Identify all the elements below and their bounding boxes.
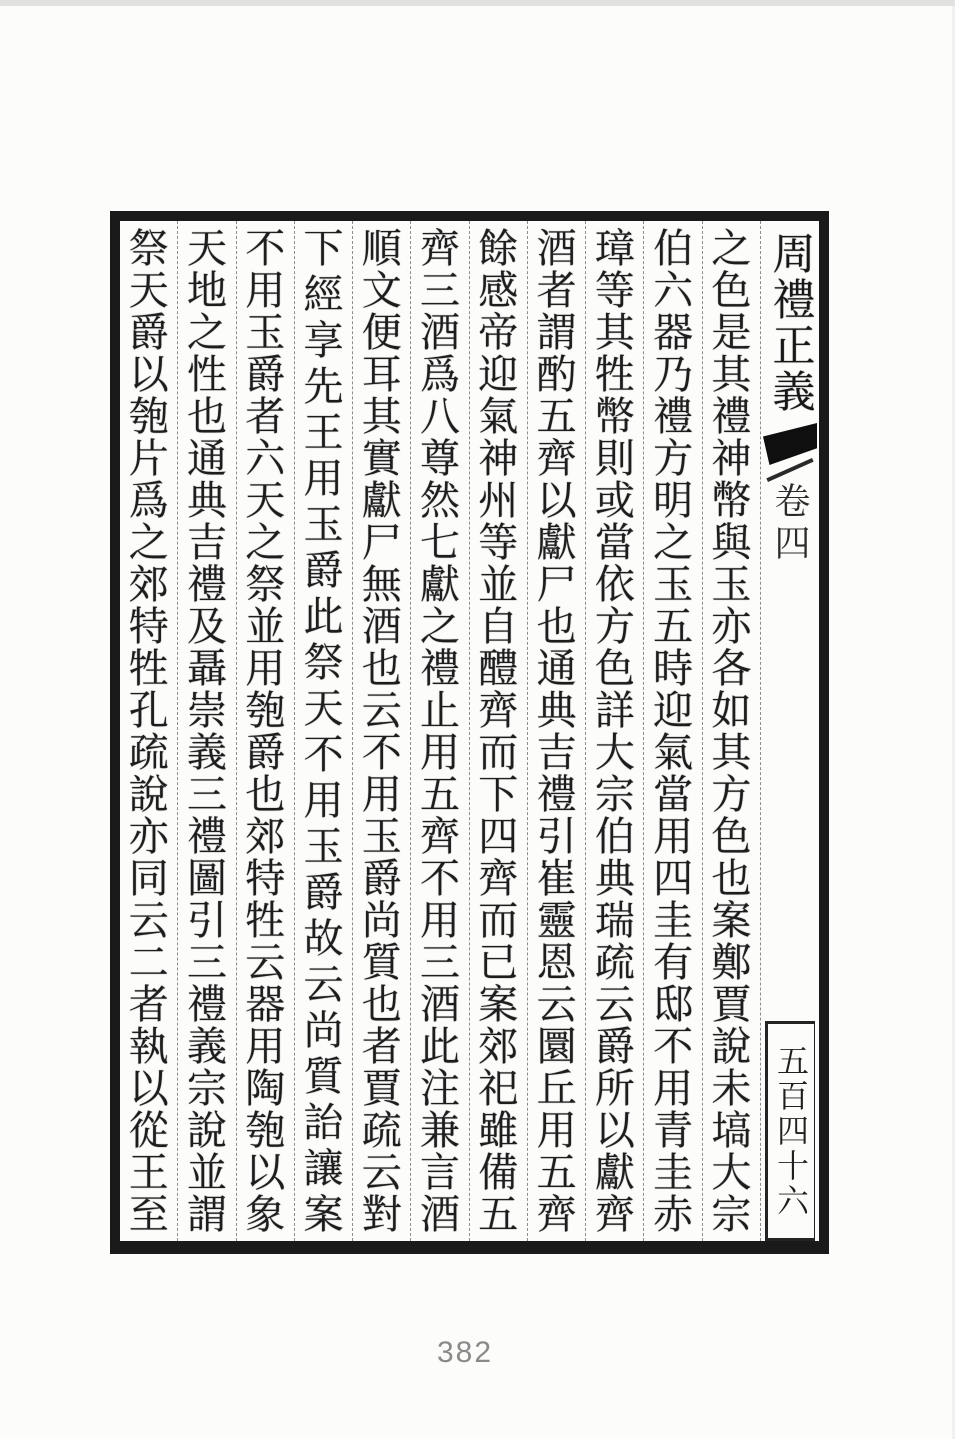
glyph: 以 xyxy=(245,1150,286,1195)
glyph: 以 xyxy=(536,478,577,523)
glyph: 當 xyxy=(653,772,694,817)
glyph: 者 xyxy=(536,268,577,313)
folio-box xyxy=(765,1021,815,1241)
glyph: 以 xyxy=(128,352,169,397)
glyph: 性 xyxy=(186,352,227,397)
glyph: 神 xyxy=(711,436,752,481)
glyph: 疏 xyxy=(128,730,169,775)
glyph: 然 xyxy=(420,478,461,523)
glyph: 禮 xyxy=(653,394,694,439)
glyph: 其 xyxy=(361,394,402,439)
glyph: 青 xyxy=(653,1108,694,1153)
glyph: 獻 xyxy=(420,562,461,607)
glyph: 是 xyxy=(711,310,752,355)
glyph: 三 xyxy=(186,940,227,985)
glyph: 鄭 xyxy=(711,940,752,985)
glyph: 之 xyxy=(420,604,461,649)
glyph: 迎 xyxy=(478,352,519,397)
glyph: 郊 xyxy=(478,1024,519,1069)
glyph: 已 xyxy=(478,940,519,985)
glyph: 以 xyxy=(128,1066,169,1111)
glyph: 經 xyxy=(303,272,344,317)
glyph: 其 xyxy=(711,352,752,397)
glyph: 順 xyxy=(361,226,402,271)
glyph: 爵 xyxy=(361,856,402,901)
glyph: 詒 xyxy=(303,1100,344,1145)
glyph: 云 xyxy=(303,962,344,1007)
glyph: 恩 xyxy=(536,940,577,985)
glyph: 六 xyxy=(245,436,286,481)
scan-edge-top xyxy=(0,0,955,6)
glyph: 爵 xyxy=(245,352,286,397)
glyph: 禮 xyxy=(186,562,227,607)
glyph: 匏 xyxy=(245,688,286,733)
glyph: 用 xyxy=(303,456,344,501)
glyph: 塙 xyxy=(711,1108,752,1153)
glyph: 特 xyxy=(245,856,286,901)
glyph: 當 xyxy=(594,520,635,565)
glyph: 齊 xyxy=(478,856,519,901)
glyph: 餘 xyxy=(478,226,519,271)
glyph: 氣 xyxy=(653,730,694,775)
glyph: 神 xyxy=(478,436,519,481)
text-column-9 xyxy=(237,221,295,1241)
glyph: 感 xyxy=(478,268,519,313)
glyph: 特 xyxy=(128,604,169,649)
glyph: 四 xyxy=(478,814,519,859)
glyph: 言 xyxy=(420,1150,461,1195)
text-column-3 xyxy=(586,221,644,1241)
glyph: 器 xyxy=(245,982,286,1027)
glyph: 醴 xyxy=(478,646,519,691)
glyph: 賈 xyxy=(711,982,752,1027)
glyph: 玉 xyxy=(653,562,694,607)
glyph: 幣 xyxy=(711,478,752,523)
glyph: 也 xyxy=(361,982,402,1027)
glyph: 祭 xyxy=(128,226,169,271)
glyph: 氣 xyxy=(478,394,519,439)
glyph: 酒 xyxy=(420,1192,461,1237)
glyph: 耳 xyxy=(361,352,402,397)
glyph: 尚 xyxy=(303,1008,344,1053)
glyph: 詳 xyxy=(594,688,635,733)
glyph: 禮 xyxy=(420,646,461,691)
glyph: 吉 xyxy=(536,730,577,775)
glyph: 三 xyxy=(186,772,227,817)
glyph: 故 xyxy=(303,916,344,961)
glyph: 尚 xyxy=(361,898,402,943)
glyph: 乃 xyxy=(653,352,694,397)
glyph: 六 xyxy=(653,268,694,313)
text-column-1 xyxy=(703,221,761,1241)
glyph: 爵 xyxy=(303,548,344,593)
glyph: 也 xyxy=(361,646,402,691)
glyph: 說 xyxy=(128,772,169,817)
glyph: 祀 xyxy=(478,1066,519,1111)
glyph: 說 xyxy=(711,1024,752,1069)
glyph: 疏 xyxy=(361,1108,402,1153)
glyph: 下 xyxy=(478,772,519,817)
glyph: 下 xyxy=(303,226,344,271)
glyph: 案 xyxy=(303,1192,344,1237)
glyph: 備 xyxy=(478,1150,519,1195)
glyph: 天 xyxy=(303,686,344,731)
glyph: 並 xyxy=(478,562,519,607)
glyph: 如 xyxy=(711,688,752,733)
glyph: 也 xyxy=(711,856,752,901)
glyph: 用 xyxy=(536,1108,577,1153)
glyph: 通 xyxy=(186,436,227,481)
glyph: 玉 xyxy=(711,562,752,607)
glyph: 自 xyxy=(478,604,519,649)
glyph: 此 xyxy=(303,594,344,639)
glyph: 宗 xyxy=(711,1192,752,1237)
glyph: 案 xyxy=(711,898,752,943)
glyph: 以 xyxy=(594,1108,635,1153)
glyph: 也 xyxy=(245,772,286,817)
glyph: 其 xyxy=(711,730,752,775)
glyph: 用 xyxy=(245,646,286,691)
glyph: 酒 xyxy=(420,310,461,355)
glyph: 案 xyxy=(478,982,519,1027)
glyph: 靈 xyxy=(536,898,577,943)
glyph: 之 xyxy=(186,310,227,355)
glyph: 者 xyxy=(128,982,169,1027)
text-column-5 xyxy=(470,221,528,1241)
text-column-6 xyxy=(411,221,469,1241)
glyph: 五 xyxy=(536,1150,577,1195)
glyph: 用 xyxy=(245,1024,286,1069)
glyph: 者 xyxy=(361,1024,402,1069)
glyph: 爲 xyxy=(420,352,461,397)
glyph: 邸 xyxy=(653,982,694,1027)
glyph: 之 xyxy=(711,226,752,271)
glyph: 崇 xyxy=(186,688,227,733)
book-title: 周禮正義 xyxy=(766,231,814,415)
glyph: 禮 xyxy=(186,982,227,1027)
glyph: 義 xyxy=(186,730,227,775)
glyph: 禮 xyxy=(186,814,227,859)
glyph: 伯 xyxy=(594,814,635,859)
glyph: 王 xyxy=(303,410,344,455)
glyph: 對 xyxy=(361,1192,402,1237)
glyph: 帝 xyxy=(478,310,519,355)
glyph: 牲 xyxy=(128,646,169,691)
glyph: 謂 xyxy=(186,1192,227,1237)
text-column-10 xyxy=(178,221,236,1241)
glyph: 牲 xyxy=(245,898,286,943)
glyph: 匏 xyxy=(128,394,169,439)
glyph: 五 xyxy=(420,772,461,817)
glyph: 齊 xyxy=(420,226,461,271)
text-column-8 xyxy=(295,221,353,1241)
glyph: 四 xyxy=(653,856,694,901)
glyph: 玉 xyxy=(303,824,344,869)
glyph: 孔 xyxy=(128,688,169,733)
glyph: 云 xyxy=(361,1150,402,1195)
text-column-2 xyxy=(644,221,702,1241)
glyph: 尸 xyxy=(536,562,577,607)
text-column-4 xyxy=(528,221,586,1241)
glyph: 尸 xyxy=(361,520,402,565)
glyph: 匏 xyxy=(245,1108,286,1153)
glyph: 而 xyxy=(478,730,519,775)
glyph: 讓 xyxy=(303,1146,344,1191)
glyph: 用 xyxy=(361,772,402,817)
glyph: 酒 xyxy=(420,982,461,1027)
glyph: 注 xyxy=(420,1066,461,1111)
glyph: 之 xyxy=(245,520,286,565)
glyph: 方 xyxy=(594,604,635,649)
glyph: 兼 xyxy=(420,1108,461,1153)
glyph: 七 xyxy=(420,520,461,565)
glyph: 器 xyxy=(653,310,694,355)
glyph: 雖 xyxy=(478,1108,519,1153)
glyph: 色 xyxy=(711,268,752,313)
glyph: 五 xyxy=(653,604,694,649)
glyph: 止 xyxy=(420,688,461,733)
glyph: 及 xyxy=(186,604,227,649)
glyph: 云 xyxy=(536,982,577,1027)
glyph: 宗 xyxy=(594,772,635,817)
glyph: 瑞 xyxy=(594,898,635,943)
glyph: 用 xyxy=(420,898,461,943)
glyph: 不 xyxy=(653,1024,694,1069)
glyph: 同 xyxy=(128,856,169,901)
glyph: 典 xyxy=(594,856,635,901)
volume-label: 卷四 xyxy=(770,482,810,566)
glyph: 大 xyxy=(711,1150,752,1195)
glyph: 齊 xyxy=(536,1192,577,1237)
glyph: 三 xyxy=(420,940,461,985)
glyph: 疏 xyxy=(594,940,635,985)
glyph: 郊 xyxy=(128,562,169,607)
glyph: 牲 xyxy=(594,352,635,397)
glyph: 不 xyxy=(303,732,344,777)
glyph: 爵 xyxy=(303,870,344,915)
glyph: 丘 xyxy=(536,1066,577,1111)
glyph: 亦 xyxy=(711,604,752,649)
glyph: 酒 xyxy=(536,226,577,271)
glyph: 五 xyxy=(536,394,577,439)
glyph: 幣 xyxy=(594,394,635,439)
glyph: 爵 xyxy=(245,730,286,775)
glyph: 爵 xyxy=(128,310,169,355)
glyph: 其 xyxy=(594,310,635,355)
glyph: 不 xyxy=(420,856,461,901)
glyph: 大 xyxy=(594,730,635,775)
glyph: 二 xyxy=(128,940,169,985)
glyph: 祭 xyxy=(303,640,344,685)
glyph: 引 xyxy=(536,814,577,859)
glyph: 色 xyxy=(594,646,635,691)
glyph: 先 xyxy=(303,364,344,409)
glyph: 謂 xyxy=(536,310,577,355)
glyph: 等 xyxy=(478,520,519,565)
glyph: 典 xyxy=(186,478,227,523)
glyph: 此 xyxy=(420,1024,461,1069)
glyph: 獻 xyxy=(536,520,577,565)
page-number: 382 xyxy=(437,1336,494,1369)
glyph: 圭 xyxy=(653,1150,694,1195)
glyph: 象 xyxy=(245,1192,286,1237)
text-column-7 xyxy=(353,221,411,1241)
glyph: 亦 xyxy=(128,814,169,859)
glyph: 有 xyxy=(653,940,694,985)
glyph: 典 xyxy=(536,688,577,733)
glyph: 依 xyxy=(594,562,635,607)
glyph: 各 xyxy=(711,646,752,691)
glyph: 不 xyxy=(361,730,402,775)
glyph: 吉 xyxy=(186,520,227,565)
glyph: 等 xyxy=(594,268,635,313)
glyph: 齊 xyxy=(536,436,577,481)
glyph: 迎 xyxy=(653,688,694,733)
title-column xyxy=(761,221,819,1241)
glyph: 云 xyxy=(361,688,402,733)
glyph: 片 xyxy=(128,436,169,481)
glyph: 圜 xyxy=(536,1024,577,1069)
glyph: 說 xyxy=(186,1108,227,1153)
glyph: 云 xyxy=(128,898,169,943)
text-column-11 xyxy=(120,221,178,1241)
glyph: 陶 xyxy=(245,1066,286,1111)
glyph: 質 xyxy=(303,1054,344,1099)
glyph: 與 xyxy=(711,520,752,565)
glyph: 色 xyxy=(711,814,752,859)
glyph: 璋 xyxy=(594,226,635,271)
glyph: 享 xyxy=(303,318,344,363)
glyph: 齊 xyxy=(594,1192,635,1237)
glyph: 王 xyxy=(128,1150,169,1195)
glyph: 天 xyxy=(128,268,169,313)
glyph: 質 xyxy=(361,940,402,985)
glyph: 八 xyxy=(420,394,461,439)
glyph: 用 xyxy=(245,268,286,313)
glyph: 爵 xyxy=(594,1024,635,1069)
glyph: 無 xyxy=(361,562,402,607)
glyph: 引 xyxy=(186,898,227,943)
page-frame xyxy=(110,211,829,1254)
glyph: 用 xyxy=(303,778,344,823)
glyph: 之 xyxy=(128,520,169,565)
glyph: 明 xyxy=(653,478,694,523)
glyph: 至 xyxy=(128,1192,169,1237)
glyph: 並 xyxy=(245,604,286,649)
glyph: 便 xyxy=(361,310,402,355)
glyph: 玉 xyxy=(361,814,402,859)
glyph: 方 xyxy=(711,772,752,817)
glyph: 地 xyxy=(186,268,227,313)
glyph: 用 xyxy=(653,814,694,859)
glyph: 天 xyxy=(186,226,227,271)
glyph: 酌 xyxy=(536,352,577,397)
glyph: 實 xyxy=(361,436,402,481)
glyph: 宗 xyxy=(186,1066,227,1111)
glyph: 之 xyxy=(653,520,694,565)
glyph: 則 xyxy=(594,436,635,481)
glyph: 伯 xyxy=(653,226,694,271)
glyph: 用 xyxy=(420,730,461,775)
glyph: 酒 xyxy=(361,604,402,649)
glyph: 用 xyxy=(653,1066,694,1111)
glyph: 玉 xyxy=(303,502,344,547)
glyph: 齊 xyxy=(478,688,519,733)
glyph: 玉 xyxy=(245,310,286,355)
glyph: 賈 xyxy=(361,1066,402,1111)
glyph: 崔 xyxy=(536,856,577,901)
glyph: 方 xyxy=(653,436,694,481)
glyph: 獻 xyxy=(594,1150,635,1195)
glyph: 獻 xyxy=(361,478,402,523)
glyph: 不 xyxy=(245,226,286,271)
glyph: 從 xyxy=(128,1108,169,1153)
glyph: 郊 xyxy=(245,814,286,859)
glyph: 通 xyxy=(536,646,577,691)
glyph: 所 xyxy=(594,1066,635,1111)
glyph: 也 xyxy=(186,394,227,439)
glyph: 祭 xyxy=(245,562,286,607)
glyph: 云 xyxy=(245,940,286,985)
glyph: 義 xyxy=(186,1024,227,1069)
glyph: 尊 xyxy=(420,436,461,481)
glyph: 赤 xyxy=(653,1192,694,1237)
glyph: 聶 xyxy=(186,646,227,691)
glyph: 圖 xyxy=(186,856,227,901)
glyph: 也 xyxy=(536,604,577,649)
glyph: 禮 xyxy=(536,772,577,817)
glyph: 爲 xyxy=(128,478,169,523)
glyph: 齊 xyxy=(420,814,461,859)
glyph: 未 xyxy=(711,1066,752,1111)
folio-label: 五百四十六 xyxy=(773,1043,809,1219)
glyph: 天 xyxy=(245,478,286,523)
glyph: 五 xyxy=(478,1192,519,1237)
glyph: 圭 xyxy=(653,898,694,943)
glyph: 者 xyxy=(245,394,286,439)
glyph: 禮 xyxy=(711,394,752,439)
glyph: 而 xyxy=(478,898,519,943)
glyph: 文 xyxy=(361,268,402,313)
glyph: 云 xyxy=(594,982,635,1027)
glyph: 並 xyxy=(186,1150,227,1195)
glyph: 州 xyxy=(478,478,519,523)
glyph: 執 xyxy=(128,1024,169,1069)
glyph: 三 xyxy=(420,268,461,313)
glyph: 時 xyxy=(653,646,694,691)
glyph: 或 xyxy=(594,478,635,523)
columns-container xyxy=(120,221,819,1241)
